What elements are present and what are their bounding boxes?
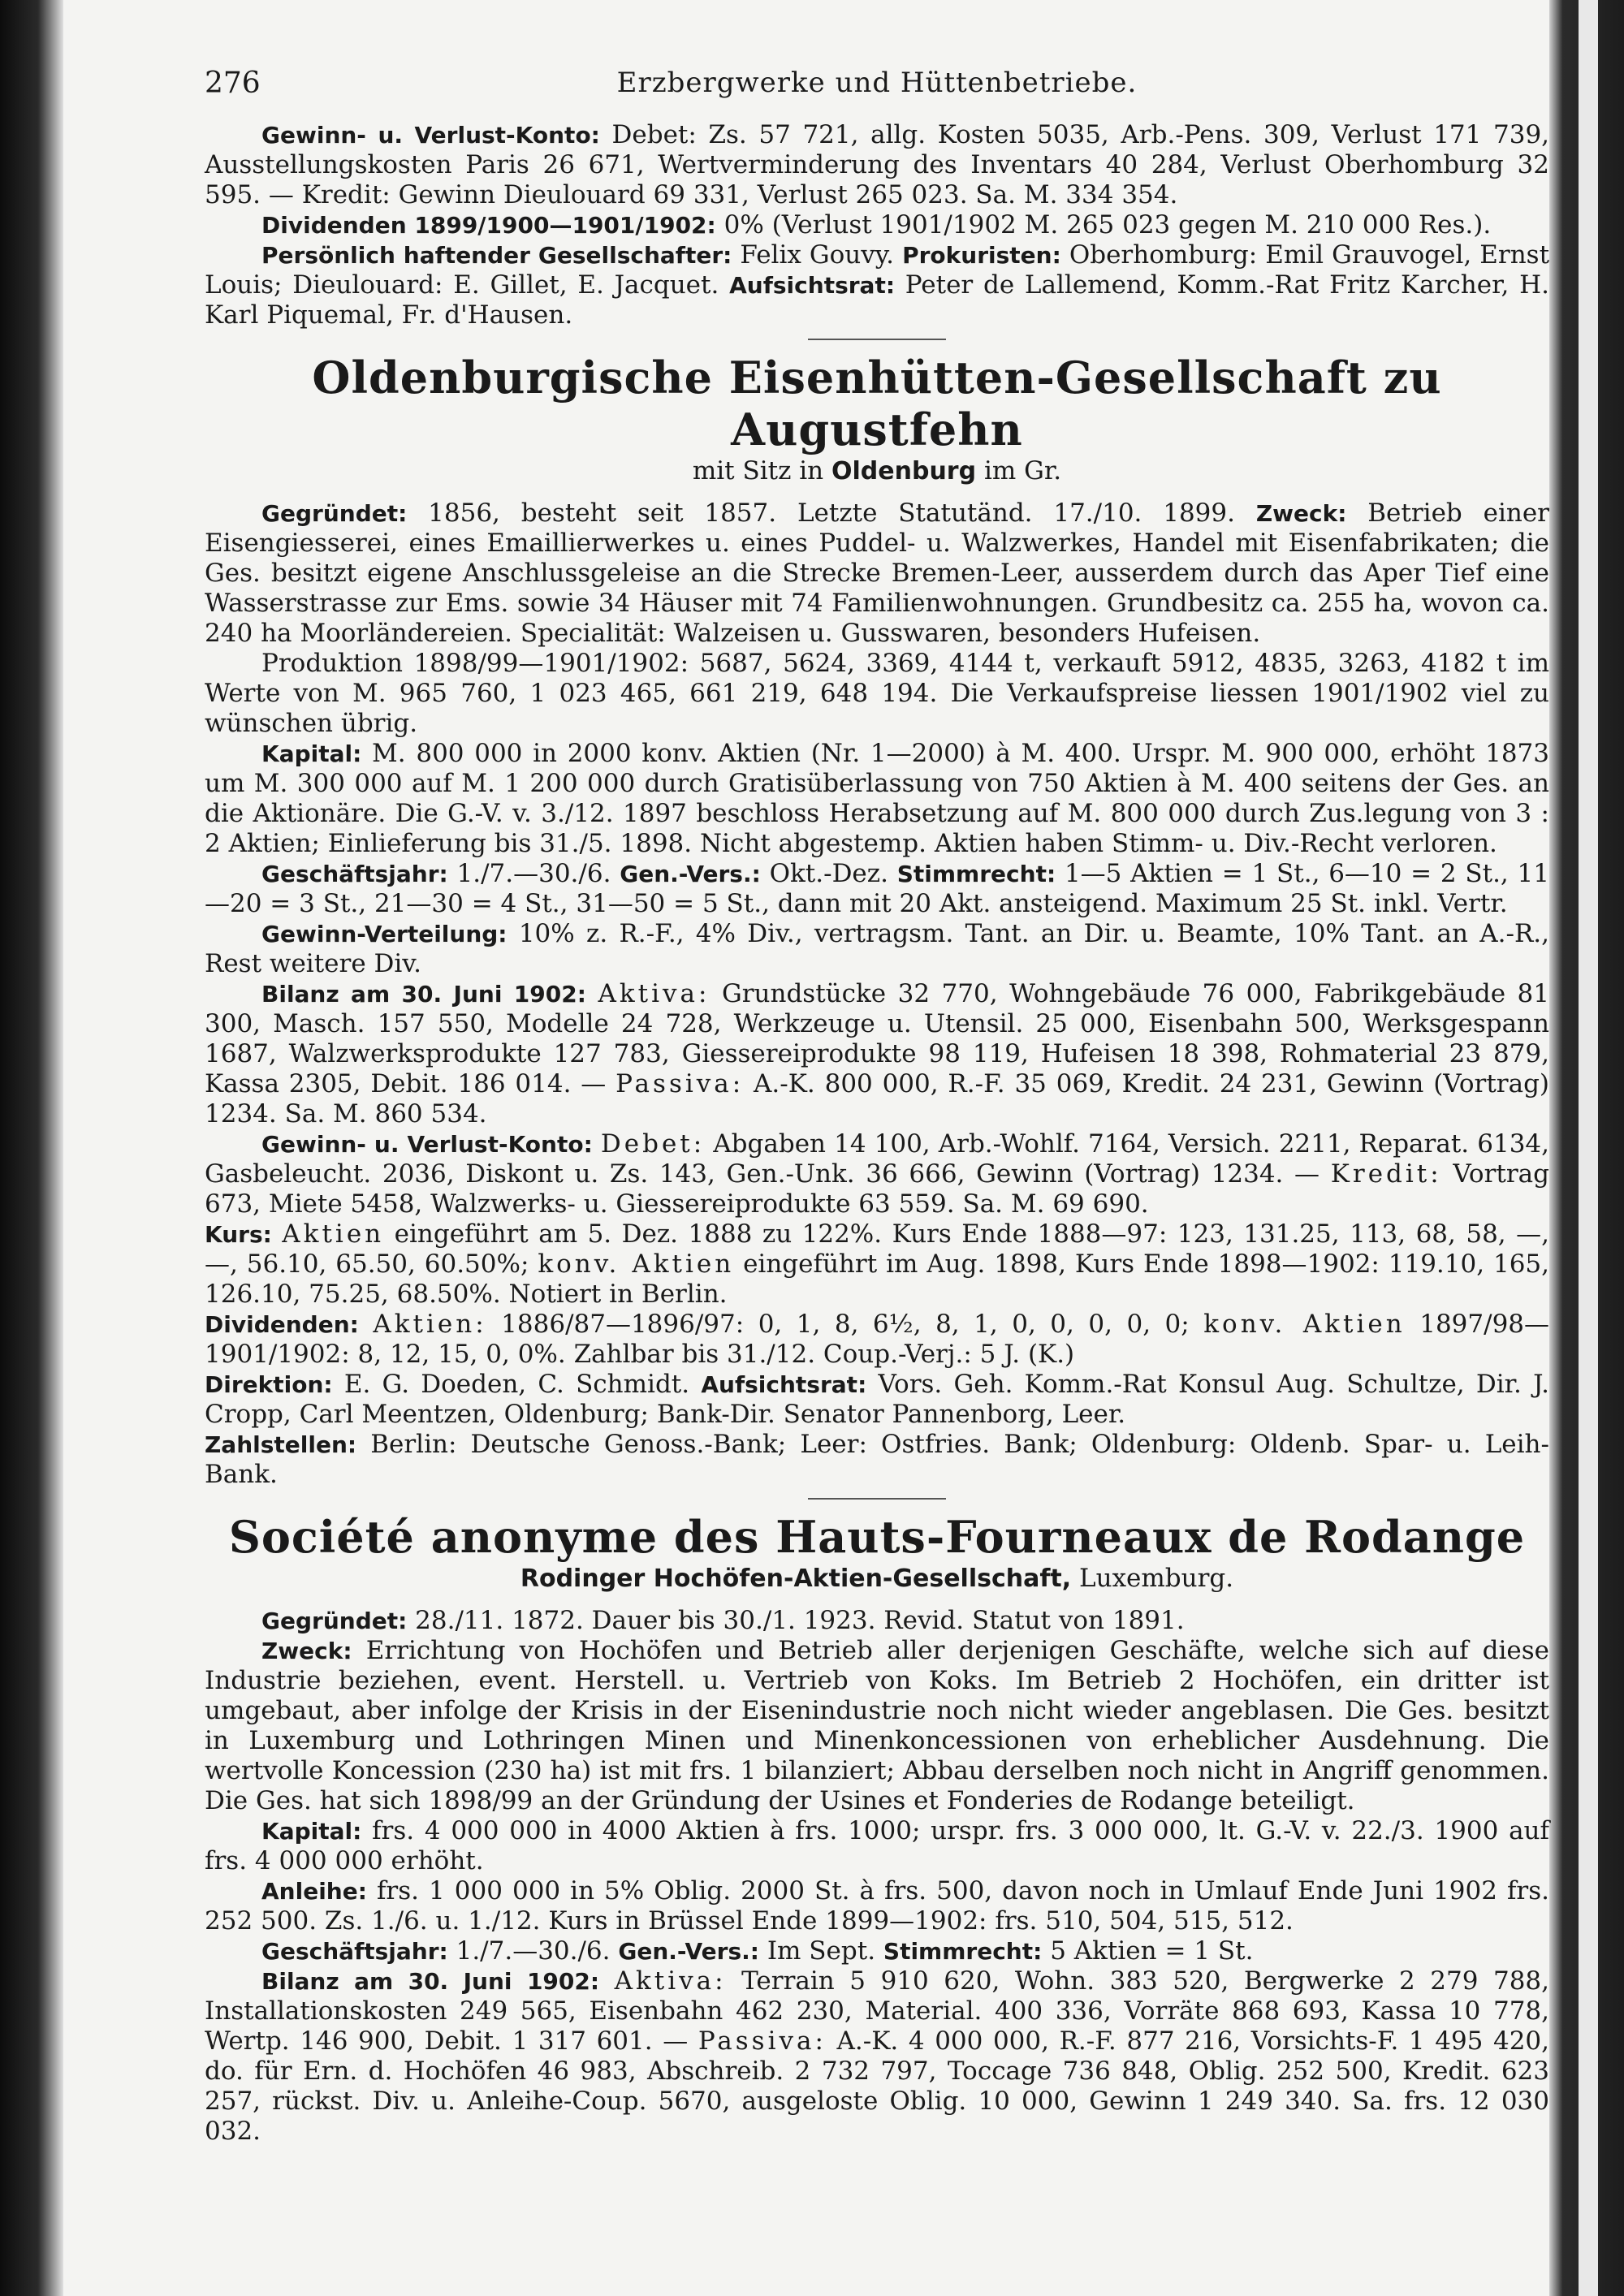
field-text: eingeführt am 5. Dez. 1888 zu 122%. Kurs Ende 1888—97: 123, 131.25, 113, 68, 58, —, —, 56.10, 65.50, 60.50%; (205, 1219, 1549, 1279)
field-text: 1—5 Aktien = 1 St., 6—10 = 2 St., 11—20 = 3 St., 21—30 = 4 St., 31—50 = 5 St., dann mit 20 Akt. ansteigend. Maximum 25 St. inkl. Vertr. (205, 859, 1550, 918)
field-text: Abgaben 14 100, Arb.-Wohlf. 7164, Versich. 2211, Reparat. 6134, Gasbeleucht. 2036, Diskont u. Zs. 143, Gen.-Unk. 36 666, Gewinn (Vortrag) 1234. — (205, 1129, 1549, 1189)
oldenburg-entry (205, 352, 1549, 1490)
field-text: eingeführt im Aug. 1898, Kurs Ende 1898—1902: 119.10, 165, 126.10, 75.25, 68.50%. Notiert in Berlin. (205, 1249, 1550, 1309)
field-text: Terrain 5 910 620, Wohn. 383 520, Bergwerke 2 279 788, Installationskosten 249 565, Eisenbahn 462 230, Material. 400 336, Vorräte 868 693, Kassa 10 778, Wertp. 146 900, Debit. 1 317 601. — (205, 1966, 1549, 2056)
field-label: Zweck: (261, 1638, 352, 1664)
previous-entry (205, 120, 1549, 330)
field-label: Gegründet: (261, 500, 408, 527)
field-label: Geschäftsjahr: (261, 861, 448, 887)
field-text: 28./11. 1872. Dauer bis 30./1. 1923. Revid. Statut von 1891. (415, 1606, 1185, 1635)
field-label: Gewinn-Verteilung: (261, 921, 508, 947)
field-label: Geschäftsjahr: (261, 1938, 448, 1965)
section-separator (808, 1498, 946, 1500)
spaced-word: konv. Aktien (538, 1249, 735, 1279)
field-text: 5 Aktien = 1 St. (1050, 1936, 1254, 1966)
prev-gewinn-paragraph (205, 120, 1549, 210)
field-label: Kurs: (205, 1221, 272, 1248)
spaced-word: Passiva: (615, 1069, 745, 1098)
subtitle-city: Luxemburg. (1079, 1564, 1234, 1593)
field-text: 1886/87—1896/97: 0, 1, 8, 6½, 8, 1, 0, 0, 0, 0, 0; (501, 1310, 1190, 1339)
spaced-word: Debet: (600, 1129, 706, 1159)
field-label: Anleihe: (261, 1878, 367, 1905)
section-separator (808, 339, 946, 340)
geschaeftsjahr-paragraph (205, 859, 1549, 919)
page-number: 276 (205, 67, 261, 100)
field-text: 1897/98—1901/1902: 8, 12, 15, 0, 0%. Zahlbar bis 31./12. Coup.-Verj.: 5 J. (K.) (205, 1310, 1550, 1369)
field-label: Zahlstellen: (205, 1431, 357, 1458)
field-text: 10% z. R.-F., 4% Div., vertragsm. Tant. an Dir. u. Beamte, 10% Tant. an A.-R., Rest weitere Div. (205, 919, 1550, 978)
rodange-entry (205, 1511, 1549, 2147)
bilanz-paragraph (205, 979, 1549, 1129)
field-text: Okt.-Dez. (769, 859, 888, 888)
dividenden-paragraph (205, 1310, 1549, 1370)
subtitle-city: Oldenburg (831, 457, 977, 486)
field-text: Im Sept. (767, 1936, 876, 1966)
spaced-word: Kredit: (1330, 1159, 1442, 1189)
field-label: Aufsichtsrat: (701, 1371, 867, 1398)
field-label: Gen.-Vers.: (620, 861, 761, 887)
field-text: Berlin: Deutsche Genoss.-Bank; Leer: Ostfries. Bank; Oldenburg: Oldenb. Spar- u. Leih-Bank. (205, 1430, 1549, 1489)
field-label: Aufsichtsrat: (729, 272, 896, 299)
field-text: Felix Gouvy. (740, 240, 895, 270)
field-text: 1856, besteht seit 1857. Letzte Statutänd. 17./10. 1899. (428, 498, 1235, 528)
field-text: A.-K. 4 000 000, R.-F. 877 216, Vorsichts-F. 1 495 420, do. für Ern. d. Hochöfen 46 983, Abschreib. 2 732 797, Toccage 736 848, Oblig. 252 500, Kredit. 623 257, rückst. Div. u. Anleihe-Coup. 5670, ausgeloste Oblig. 10 000, Gewinn 1 249 340. Sa. frs. 12 030 032. (205, 2026, 1550, 2146)
field-label: Kapital: (261, 1818, 362, 1845)
field-label: Stimmrecht: (883, 1938, 1043, 1965)
company-subtitle (205, 455, 1549, 487)
field-label: Dividenden: (205, 1311, 359, 1338)
field-label: Persönlich haftender Gesellschafter: (261, 242, 732, 269)
field-text: 1./7.—30./6. (456, 859, 611, 888)
company-subtitle (205, 1563, 1549, 1595)
kapital-paragraph (205, 739, 1549, 859)
produktion-paragraph: Produktion 1898/99—1901/1902: 5687, 5624, 3369, 4144 t, verkauft 5912, 4835, 3263, 4182 t im Werte von M. 965 760, 1 023 465, 661 219, 648 194. Die Verkaufspreise liessen 1901/1902 viel zu wünschen übrig. (205, 649, 1549, 738)
field-text: Betrieb einer Eisengiesserei, eines Emaillierwerkes u. eines Puddel- u. Walzwerkes, Handel mit Eisenfabrikaten; die Ges. besitzt eigene Anschlussgeleise an die Strecke Bremen-Leer, ausserdem durch das Aper Tief eine Wasserstrasse zur Ems. sowie 34 Häuser mit 74 Familienwohnungen. Grundbesitz ca. 255 ha, wovon ca. 240 ha Moorländereien. Specialität: Walzeisen u. Gusswaren, besonders Hufeisen. (205, 498, 1549, 648)
field-label: Zweck: (1255, 500, 1347, 527)
zweck-paragraph (205, 1636, 1549, 1816)
spaced-word: Aktiva: (614, 1966, 727, 1996)
field-label: Kapital: (261, 740, 362, 767)
field-text: 0% (Verlust 1901/1902 M. 265 023 gegen M. 210 000 Res.). (723, 210, 1492, 240)
spaced-word: Passiva: (698, 2026, 827, 2056)
subtitle-text: mit Sitz in (692, 456, 824, 486)
field-label: Dividenden 1899/1900—1901/1902: (261, 212, 716, 239)
direktion-paragraph (205, 1370, 1549, 1430)
field-label: Gegründet: (261, 1608, 408, 1634)
gegruendet-paragraph (205, 498, 1549, 649)
page-header (205, 63, 1549, 109)
spaced-word: konv. Aktien (1203, 1310, 1406, 1339)
field-label: Stimmrecht: (896, 861, 1056, 887)
field-text: Peter de Lallemend, Komm.-Rat Fritz Karcher, H. Karl Piquemal, Fr. d'Hausen. (205, 270, 1550, 330)
field-text: 1./7.—30./6. (456, 1936, 611, 1966)
field-label: Gewinn- u. Verlust-Konto: (261, 1131, 593, 1158)
field-text: M. 800 000 in 2000 konv. Aktien (Nr. 1—2000) à M. 400. Urspr. M. 900 000, erhöht 1873 um M. 300 000 auf M. 1 200 000 durch Gratisüberlassung von 750 Aktien à M. 400 seitens der Ges. an die Aktionäre. Die G.-V. v. 3./12. 1897 beschloss Herabsetzung auf M. 800 000 durch Zus.legung von 3 : 2 Aktien; Einlieferung bis 31./5. 1898. Nicht abgestemp. Aktien haben Stimm- u. Div.-Recht verloren. (205, 739, 1549, 858)
field-text: Grundstücke 32 770, Wohngebäude 76 000, Fabrikgebäude 81 300, Masch. 157 550, Modelle 24 728, Werkzeuge u. Utensil. 25 000, Eisenbahn 500, Werksgespann 1687, Walzwerksprodukte 127 783, Giessereiprodukte 98 119, Hufeisen 18 398, Rohmaterial 23 879, Kassa 2305, Debit. 186 014. — (205, 979, 1549, 1098)
subtitle-german-name: Rodinger Hochöfen-Aktien-Gesellschaft, (520, 1564, 1072, 1593)
prev-dividenden-paragraph (205, 210, 1549, 240)
anleihe-paragraph (205, 1876, 1549, 1936)
field-text: Vortrag 673, Miete 5458, Walzwerks- u. Giessereiprodukte 63 559. Sa. M. 69 690. (205, 1159, 1549, 1219)
field-label: Prokuristen: (902, 242, 1061, 269)
kapital-paragraph (205, 1816, 1549, 1876)
field-label: Bilanz am 30. Juni 1902: (261, 1968, 600, 1995)
field-text: Errichtung von Hochöfen und Betrieb aller derjenigen Geschäfte, welche sich auf diese Industrie beziehen, event. Herstell. u. Vertrieb von Koks. Im Betrieb 2 Hochöfen, ein dritter ist umgebaut, aber infolge der Krisis in der Eisenindustrie noch nicht wieder angeblasen. Die Ges. besitzt in Luxemburg und Lothringen Minen und Minenkoncessionen von erheblicher Ausdehnung. Die wertvolle Koncession (230 ha) ist mit frs. 1 bilanziert; Abbau derselben noch nicht in Angriff genommen. Die Ges. hat sich 1898/99 an der Gründung der Usines et Fonderies de Rodange beteiligt. (205, 1636, 1549, 1815)
bilanz-paragraph (205, 1966, 1549, 2147)
spaced-word: Aktien (282, 1219, 385, 1249)
field-text: Oberhomburg: Emil Grauvogel, Ernst Louis; Dieulouard: E. Gillet, E. Jacquet. (205, 240, 1550, 300)
field-text: frs. 4 000 000 in 4000 Aktien à frs. 1000; urspr. frs. 3 000 000, lt. G.-V. v. 22./3. 1900 auf frs. 4 000 000 erhöht. (205, 1816, 1549, 1875)
adjacent-page-strip (1579, 0, 1598, 2296)
book-gutter-shadow (0, 0, 63, 2296)
zahlstellen-paragraph (205, 1430, 1549, 1490)
field-label: Gen.-Vers.: (618, 1938, 759, 1965)
prev-persons-paragraph (205, 240, 1549, 330)
subtitle-text: im Gr. (983, 456, 1062, 486)
field-label: Direktion: (205, 1371, 333, 1398)
field-text: Vors. Geh. Komm.-Rat Konsul Aug. Schultze, Dir. J. Cropp, Carl Meentzen, Oldenburg; Bank-Dir. Senator Pannenborg, Leer. (205, 1370, 1550, 1429)
spaced-word: Aktiva: (598, 979, 710, 1008)
field-text: E. G. Doeden, C. Schmidt. (343, 1370, 690, 1399)
field-label: Bilanz am 30. Juni 1902: (261, 981, 586, 1008)
company-title: Oldenburgische Eisenhütten-Gesellschaft zu Augustfehn (312, 352, 1442, 455)
verteilung-paragraph (205, 919, 1549, 979)
guv-paragraph (205, 1129, 1549, 1219)
page-edge-shadow (1549, 0, 1624, 2296)
kurs-paragraph (205, 1219, 1549, 1310)
field-label: Gewinn- u. Verlust-Konto: (261, 122, 600, 149)
field-text: A.-K. 800 000, R.-F. 35 069, Kredit. 24 231, Gewinn (Vortrag) 1234. Sa. M. 860 534. (205, 1069, 1550, 1129)
spaced-word: Aktien: (373, 1310, 487, 1339)
page-content (205, 63, 1549, 2147)
company-title: Société anonyme des Hauts-Fourneaux de Rodange (228, 1511, 1526, 1563)
geschaeftsjahr-paragraph (205, 1936, 1549, 1966)
field-text: Debet: Zs. 57 721, allg. Kosten 5035, Arb.-Pens. 309, Verlust 171 739, Ausstellungskosten Paris 26 671, Wertverminderung des Inventars 40 284, Verlust Oberhomburg 32 595. — Kredit: Gewinn Dieulouard 69 331, Verlust 265 023. Sa. M. 334 354. (205, 120, 1550, 209)
gegruendet-paragraph (205, 1606, 1549, 1636)
field-text: frs. 1 000 000 in 5% Oblig. 2000 St. à frs. 500, davon noch in Umlauf Ende Juni 1902 frs. 252 500. Zs. 1./6. u. 1./12. Kurs in Brüssel Ende 1899—1902: frs. 510, 504, 515, 512. (205, 1876, 1550, 1936)
running-title: Erzbergwerke und Hüttenbetriebe. (616, 67, 1138, 99)
